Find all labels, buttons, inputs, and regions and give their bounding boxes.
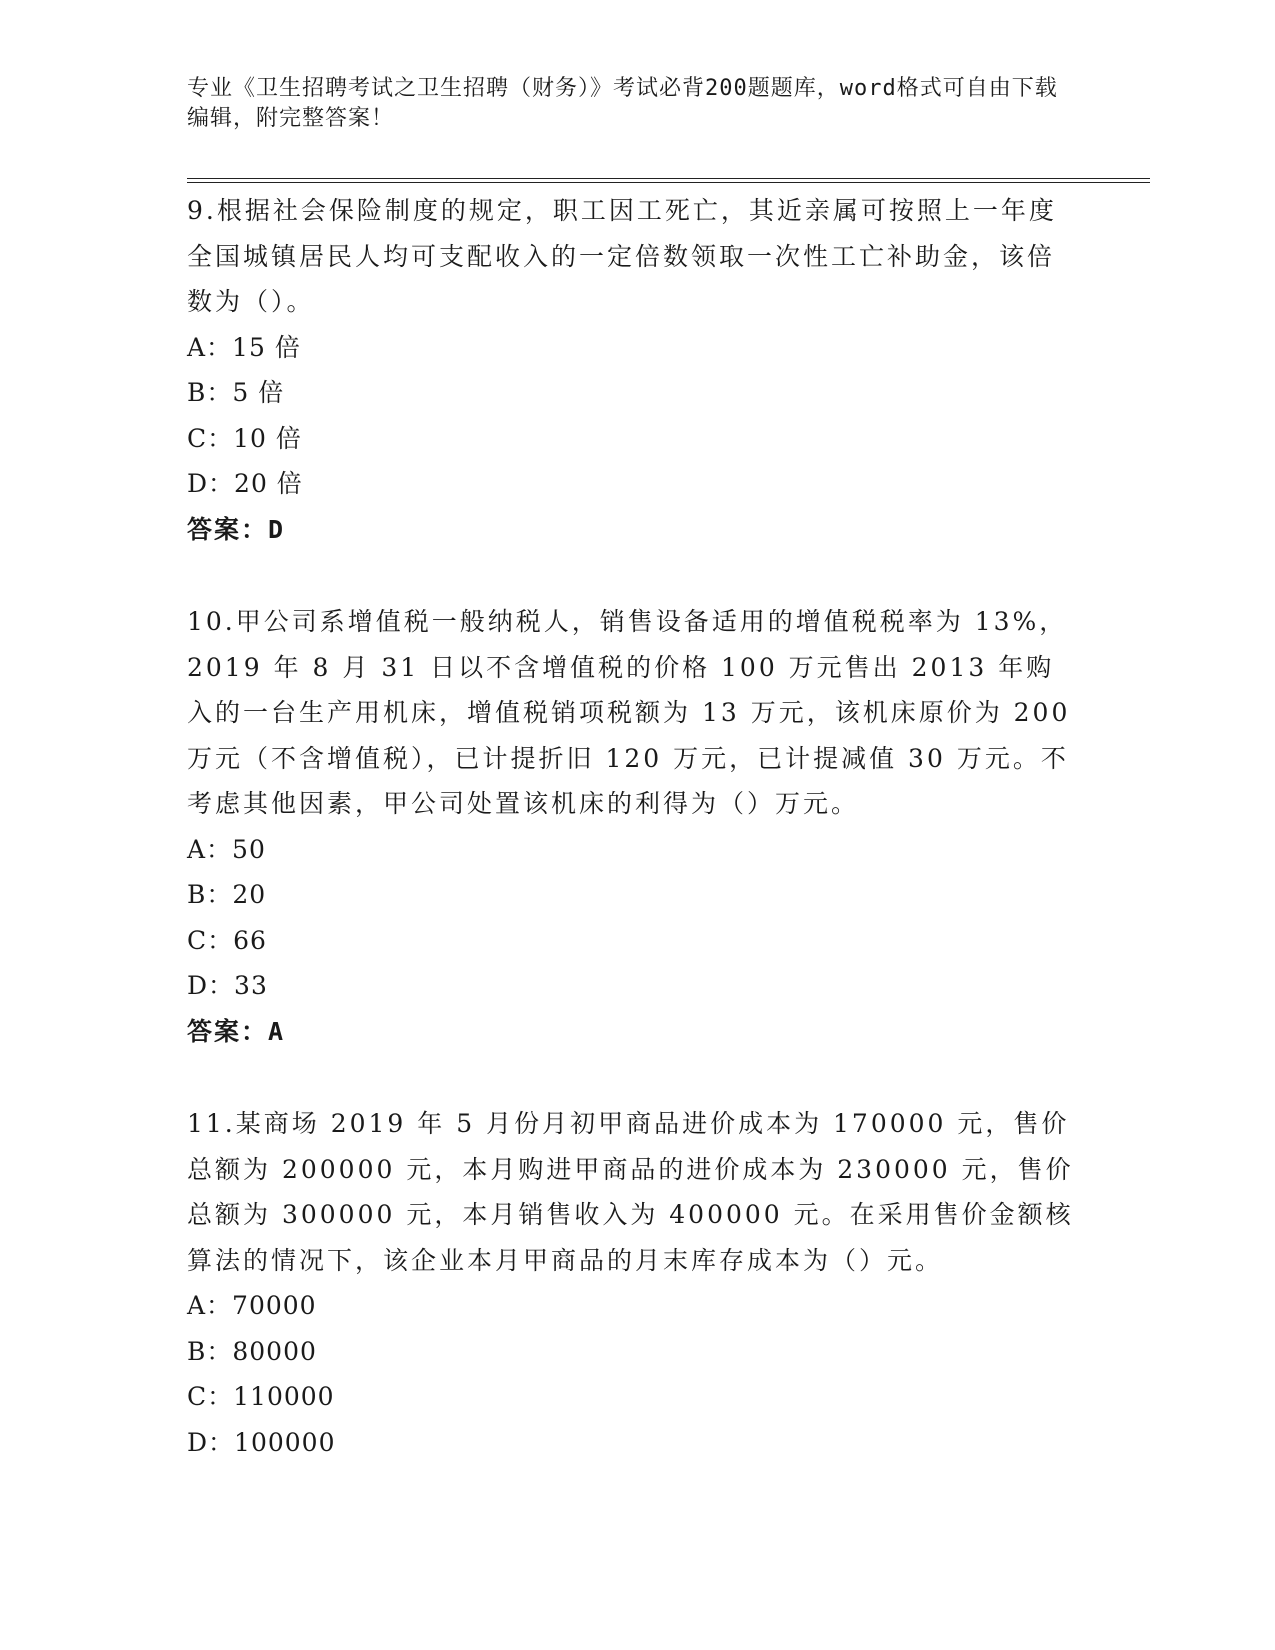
option-d: D：33 — [187, 971, 268, 1000]
option-b: B：20 — [187, 880, 267, 909]
question-text: 11.某商场 2019 年 5 月份月初甲商品进价成本为 170000 元，售价总额为 200000 元，本月购进甲商品的进价成本为 230000 元，售价总额为 300000 元，本月销售收入为 400000 元。在采用售价金额核算法的情况下，该企业本月甲商品的月末库存成本为（）元。 — [187, 1109, 1074, 1275]
answer-line: 答案：A — [187, 1016, 286, 1046]
question-11 — [187, 1101, 1077, 1465]
option-c: C：10 倍 — [187, 423, 302, 453]
question-text: 9.根据社会保险制度的规定，职工因工死亡，其近亲属可按照上一年度全国城镇居民人均可支配收入的一定倍数领取一次性工亡补助金，该倍数为（）。 — [187, 196, 1057, 316]
option-a: A：70000 — [187, 1291, 317, 1320]
header-divider-bottom — [187, 182, 1150, 183]
document-header: 专业《卫生招聘考试之卫生招聘（财务）》考试必背200题题库，word格式可自由下载编辑，附完整答案！ — [187, 76, 1058, 131]
question-text: 10.甲公司系增值税一般纳税人，销售设备适用的增值税税率为 13%，2019 年 8 月 31 日以不含增值税的价格 100 万元售出 2013 年购入的一台生产用机床，增值税销项税额为 13 万元，该机床原价为 200 万元（不含增值税），已计提折旧 120 万元，已计提减值 30 万元。不考虑其他因素，甲公司处置该机床的利得为（）万元。 — [187, 607, 1071, 818]
question-spacer — [187, 1054, 1077, 1101]
option-c: C：110000 — [187, 1382, 335, 1411]
option-b: B：80000 — [187, 1336, 317, 1366]
option-a: A：50 — [187, 834, 266, 864]
option-b: B：5 倍 — [187, 378, 285, 407]
question-9 — [187, 188, 1077, 552]
header-divider-top — [187, 178, 1150, 179]
option-d: D：20 倍 — [187, 469, 303, 498]
answer-line: 答案：D — [187, 514, 286, 544]
question-list — [187, 188, 1077, 1465]
option-d: D：100000 — [187, 1427, 336, 1457]
question-10 — [187, 599, 1077, 1054]
question-spacer — [187, 552, 1077, 599]
option-c: C：66 — [187, 925, 267, 955]
option-a: A：15 倍 — [187, 332, 301, 362]
